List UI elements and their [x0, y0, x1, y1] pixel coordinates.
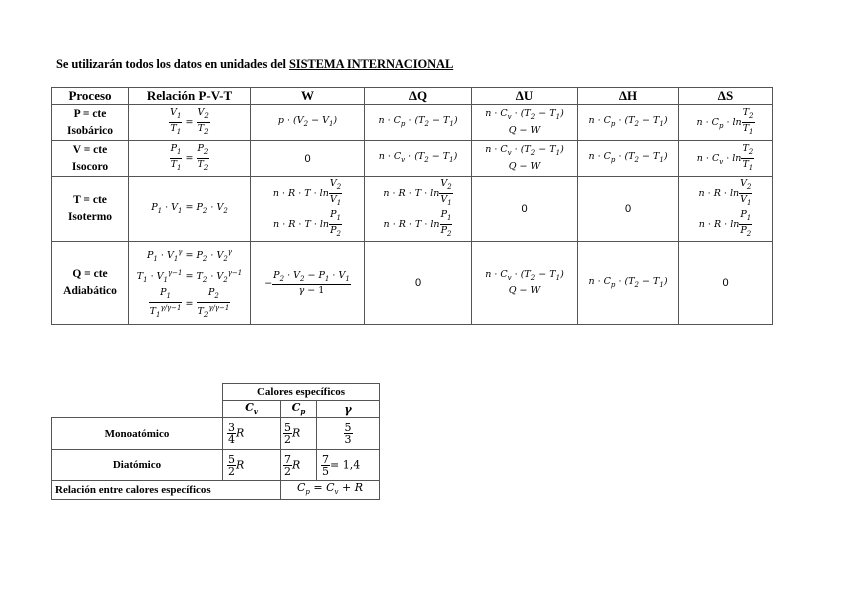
gamma-value: $\frac{5}{3}$: [317, 418, 380, 450]
entropy-formula: 0: [679, 242, 773, 325]
process-condition: T = cte: [73, 194, 107, 206]
table-row-isobarico: [52, 105, 773, 141]
cp-value: $\frac{7}{2}$ R: [281, 450, 317, 481]
header-w: W: [251, 88, 365, 105]
pvt-relation: $\frac{P_1}{T_1}$ = $\frac{P_2}{T_2}$: [129, 141, 251, 177]
process-name: Adiabático: [63, 285, 117, 297]
col-cp: $C_p$: [281, 401, 317, 418]
header-proceso: Proceso: [52, 88, 129, 105]
pvt-relation: $\frac{V_1}{T_1}$ = $\frac{V_2}{T_2}$: [129, 105, 251, 141]
col-gamma: γ: [317, 401, 380, 418]
process-condition: Q = cte: [72, 268, 108, 280]
process-label: [52, 105, 129, 141]
page-heading: [56, 57, 453, 72]
heading-emphasis: SISTEMA INTERNACIONAL: [288, 57, 454, 71]
cv-value: $\frac{3}{4}$ R: [223, 418, 281, 450]
specific-heats-title: Calores específicos: [223, 384, 380, 401]
process-name: Isocoro: [71, 160, 109, 173]
relation-label: Relación entre calores específicos: [52, 481, 281, 500]
pvt-relation: $P_1 \cdot V_1 = P_2 \cdot V_2$: [129, 177, 251, 242]
cp-value: $\frac{5}{2}$ R: [281, 418, 317, 450]
heading-prefix: Se utilizarán todos los datos en unidades del: [56, 57, 289, 71]
internal-energy-formula: $n \cdot C_v \cdot (T_2 - T_1)$ Q − W: [472, 141, 578, 177]
work-formula: 0: [251, 141, 365, 177]
entropy-formula: $n \cdot C_v \cdot \ln$ $\frac{T_2}{T_1}$: [679, 141, 773, 177]
table-row-relation: [52, 481, 380, 500]
work-formula: − $\frac{P_2 \cdot V_2 - P_1 \cdot V_1}{\gamma - 1}$: [251, 242, 365, 325]
entropy-formula: $n \cdot C_p \cdot \ln$ $\frac{T_2}{T_1}$: [679, 105, 773, 141]
internal-energy-formula: $n \cdot C_v \cdot (T_2 - T_1)$ Q − W: [472, 105, 578, 141]
relation-formula: $C_p = C_v + R$: [281, 481, 380, 500]
table-row-adiabatico: [52, 242, 773, 325]
process-name: Isobárico: [67, 124, 113, 137]
header-row: [52, 88, 773, 105]
process-condition: V = cte: [72, 143, 108, 156]
header-du: ΔU: [472, 88, 578, 105]
table-row-monoatomico: [52, 418, 380, 450]
gamma-value: $\frac{7}{5}$ = 1,4: [317, 450, 380, 481]
process-label: [52, 141, 129, 177]
entropy-formula: n · R · ln $\frac{V_2}{V_1}$ n · R · ln $\frac{P_1}{P_2}$: [679, 177, 773, 242]
gamma-decimal: = 1,4: [330, 458, 361, 471]
enthalpy-formula: $n \cdot C_p \cdot (T_2 - T_1)$: [578, 141, 679, 177]
heat-formula: 0: [365, 242, 472, 325]
thermo-process-table: [51, 87, 773, 325]
table-row-isocoro: [52, 141, 773, 177]
empty-corner: [52, 384, 223, 401]
gas-type-label: Monoatómico: [52, 418, 223, 450]
work-formula: $p \cdot (V_2 - V_1)$: [251, 105, 365, 141]
cv-value: $\frac{5}{2}$ R: [223, 450, 281, 481]
table-row-isotermo: [52, 177, 773, 242]
col-cv: $C_v$: [223, 401, 281, 418]
heat-formula: $n \cdot C_v \cdot (T_2 - T_1)$: [365, 141, 472, 177]
process-label: [52, 177, 129, 242]
table-row-diatomico: [52, 450, 380, 481]
header-relacion: Relación P-V-T: [129, 88, 251, 105]
process-label: [52, 242, 129, 325]
specific-heats-table: [51, 383, 380, 500]
internal-energy-formula: 0: [472, 177, 578, 242]
heat-formula: $n \cdot C_p \cdot (T_2 - T_1)$: [365, 105, 472, 141]
work-formula: n · R · T · ln $\frac{V_2}{V_1}$ n · R · T · ln $\frac{P_1}{P_2}$: [251, 177, 365, 242]
enthalpy-formula: $n \cdot C_p \cdot (T_2 - T_1)$: [578, 242, 679, 325]
heat-formula: n · R · T · ln $\frac{V_2}{V_1}$ n · R · T · ln $\frac{P_1}{P_2}$: [365, 177, 472, 242]
enthalpy-formula: $n \cdot C_p \cdot (T_2 - T_1)$: [578, 105, 679, 141]
process-name: Isotermo: [67, 211, 113, 223]
header-dq: ΔQ: [365, 88, 472, 105]
header-dh: ΔH: [578, 88, 679, 105]
empty-corner: [52, 401, 223, 418]
pvt-relation: $P_1 \cdot V_1^\gamma = P_2 \cdot V_2^\gamma$ $T_1 \cdot V_1^{\gamma-1} = T_2 \cdot V_2^{\gamma-1}$ $\frac{P_1}{T_1^{\gamma/\gamma-1}}$ = $\frac{P_2}{T_2^{\gamma/\gamma-1}}$: [129, 242, 251, 325]
enthalpy-formula: 0: [578, 177, 679, 242]
gas-type-label: Diatómico: [52, 450, 223, 481]
header-ds: ΔS: [679, 88, 773, 105]
process-condition: P = cte: [73, 107, 107, 120]
internal-energy-formula: $n \cdot C_v \cdot (T_2 - T_1)$ Q − W: [472, 242, 578, 325]
